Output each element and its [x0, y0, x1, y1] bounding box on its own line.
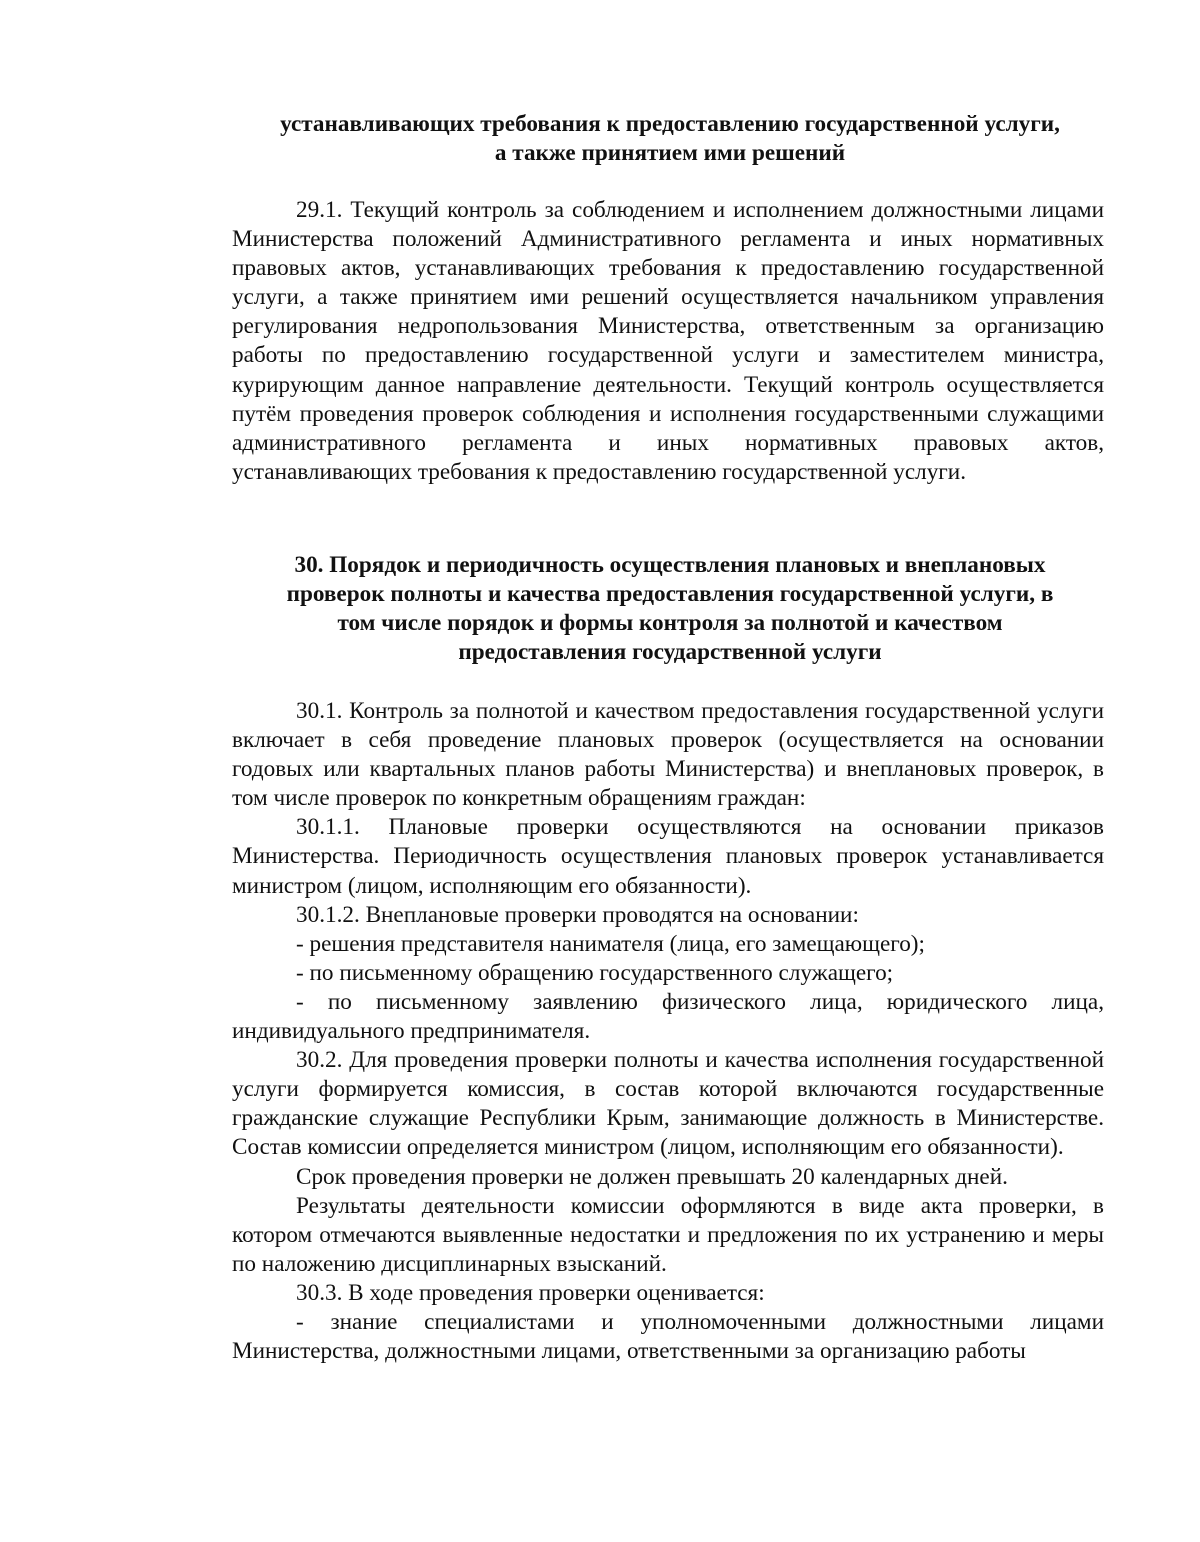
paragraph-30-3: 30.3. В ходе проведения проверки оценивается: — [296, 1279, 765, 1306]
heading-line: 30. Порядок и периодичность осуществления плановых и внеплановых — [294, 552, 1046, 578]
heading-line: проверок полноты и качества предоставления государственной услуги, в — [286, 581, 1054, 608]
section-heading-30 — [236, 551, 1104, 667]
section-heading-continued — [236, 110, 1104, 168]
heading-line: предоставления государственной услуги — [458, 639, 882, 666]
paragraph-30-2: 30.2. Для проведения проверки полноты и качества исполнения государственной услуги формируется комиссия, в состав которой включаются государственные гражданские служащие Республики Крым, занимающие должность в Министерстве. Состав комиссии определяется министром (лицом, исполняющим его обязанности). — [232, 1047, 1104, 1161]
list-item: - решения представителя нанимателя (лица, его замещающего); — [296, 930, 925, 957]
paragraph-term: Срок проведения проверки не должен превышать 20 календарных дней. — [296, 1163, 1008, 1190]
list-item: - знание специалистами и уполномоченными должностными лицами Министерства, должностными лицами, ответственными за организацию работы — [232, 1308, 1104, 1365]
heading-line: устанавливающих требования к предоставлению государственной услуги, — [280, 111, 1060, 137]
paragraph-results: Результаты деятельности комиссии оформляются в виде акта проверки, в котором отмечаются выявленные недостатки и предложения по их устранению и меры по наложению дисциплинарных взысканий. — [232, 1192, 1104, 1277]
section-30-body — [232, 697, 1104, 1366]
list-item: - по письменному обращению государственного служащего; — [296, 959, 894, 986]
paragraph-29-1: 29.1. Текущий контроль за соблюдением и исполнением должностными лицами Министерства положений Административного регламента и иных нормативных правовых актов, устанавливающих требования к предоставлению государственной услуги, а также принятием ими решений осуществляется начальником управления регулирования недропользования Министерства, ответственным за организацию работы по предоставлению государственной услуги и заместителем министра, курирующим данное направление деятельности. Текущий контроль осуществляется путём проведения проверок соблюдения и исполнения государственными служащими административного регламента и иных нормативных правовых актов, устанавливающих требования к предоставлению государственной услуги. — [232, 197, 1104, 485]
paragraph-30-1-1: 30.1.1. Плановые проверки осуществляются на основании приказов Министерства. Периодичность осуществления плановых проверок устанавливается министром (лицом, исполняющим его обязанности). — [232, 814, 1104, 899]
list-item: - по письменному заявлению физического лица, юридического лица, индивидуального предпринимателя. — [232, 988, 1104, 1045]
paragraph-30-1: 30.1. Контроль за полнотой и качеством предоставления государственной услуги включает в себя проведение плановых проверок (осуществляется на основании годовых или квартальных планов работы Министерства) и внеплановых проверок, в том числе проверок по конкретным обращениям граждан: — [232, 698, 1104, 812]
paragraph-30-1-2: 30.1.2. Внеплановые проверки проводятся на основании: — [296, 901, 859, 928]
heading-line: том числе порядок и формы контроля за полнотой и качеством — [337, 610, 1003, 637]
heading-line: а также принятием ими решений — [494, 140, 846, 167]
